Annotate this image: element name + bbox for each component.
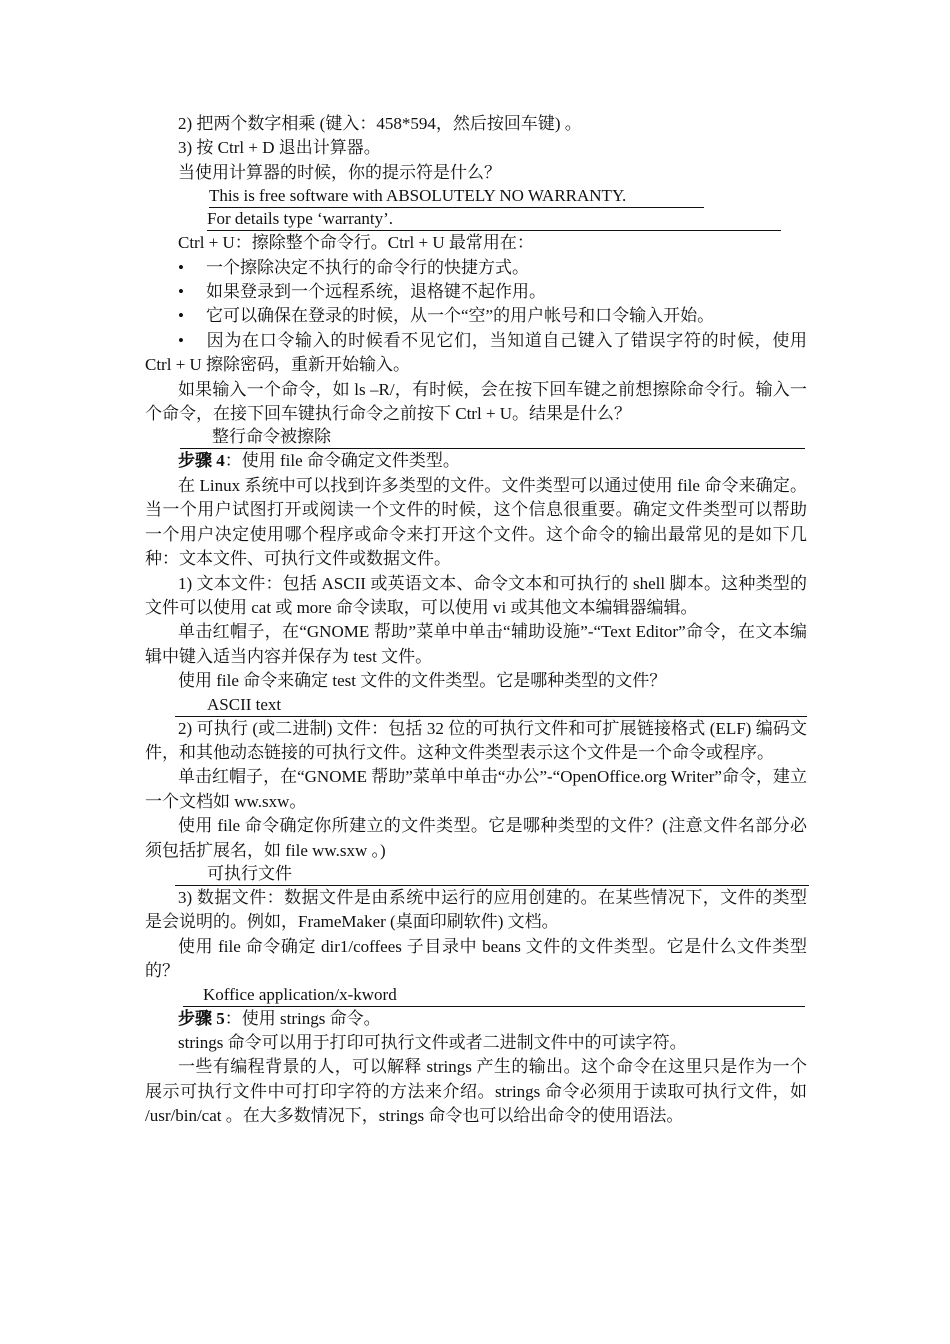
step-2-multiply: 2) 把两个数字相乘 (键入：458*594，然后按回车键) 。 bbox=[178, 114, 582, 133]
paragraph-strings: strings 命令可以用于打印可执行文件或者二进制文件中的可读字符。 bbox=[178, 1033, 687, 1052]
step-3-exit: 3) 按 Ctrl + D 退出计算器。 bbox=[178, 138, 381, 158]
question-test-file: 使用 file 命令来确定 test 文件的文件类型。它是哪种类型的文件？ bbox=[178, 671, 667, 691]
paragraph-data-file: 3) 数据文件：数据文件是由系统中运行的应用创建的。在某些情况下，文件的类型是会说明的。例如，FrameMaker (桌面印刷软件) 文档。 bbox=[145, 887, 807, 932]
answer-code-line-1: This is free software with ABSOLUTELY NO WARRANTY. bbox=[209, 185, 704, 208]
answer-line: 整行命令被擦除 bbox=[180, 426, 805, 449]
bullet-item: • 因为在口令输入的时候看不见它们，当知道自己键入了错误字符的时候，使用 Ctrl + U 擦除密码，重新开始输入。 bbox=[145, 330, 807, 375]
paragraph-text-editor: 单击红帽子，在“GNOME 帮助”菜单中单击“辅助设施”-“Text Editor”命令，在文本编辑中键入适当内容并保存为 test 文件。 bbox=[145, 622, 807, 666]
document-body bbox=[145, 112, 807, 1129]
paragraph-text-file: 1) 文本文件：包括 ASCII 或英语文本、命令文本和可执行的 shell 脚本。这种类型的文件可以使用 cat 或 more 命令读取，可以使用 vi 或其他文本编辑器编辑。 bbox=[145, 573, 807, 617]
step-4-heading: 步骤 4：使用 file 命令确定文件类型。 bbox=[178, 451, 460, 471]
bullet-item: • 一个擦除决定不执行的命令行的快捷方式。 bbox=[145, 256, 807, 280]
bullet-icon: • bbox=[178, 282, 184, 302]
answer-line: ASCII text bbox=[175, 694, 807, 717]
paragraph-executable: 2) 可执行 (或二进制) 文件：包括 32 位的可执行文件和可扩展链接格式 (ELF) 编码文件，和其他动态链接的可执行文件。这种文件类型表示这个文件是一个命令或程序。 bbox=[145, 718, 807, 762]
answer-code-line-2: For details type ‘warranty’. bbox=[207, 208, 781, 231]
bullet-item: • 它可以确保在登录的时候，从一个“空”的用户帐号和口令输入开始。 bbox=[145, 304, 807, 328]
bullet-icon: • bbox=[178, 306, 184, 326]
question-prompt: 当使用计算器的时候，你的提示符是什么？ bbox=[178, 162, 501, 182]
question-sxw: 使用 file 命令确定你所建立的文件类型。它是哪种类型的文件？(注意文件名部分必须包括扩展名，如 file ww.sxw 。) bbox=[145, 816, 807, 860]
question-beans: 使用 file 命令确定 dir1/coffees 子目录中 beans 文件的文件类型。它是什么文件类型的？ bbox=[145, 936, 807, 981]
paragraph-file-types: 在 Linux 系统中可以找到许多类型的文件。文件类型可以通过使用 file 命令来确定。当一个用户试图打开或阅读一个文件的时候，这个信息很重要。确定文件类型可以帮助一个用户决定使用哪个程序或命令来打开这个文件。这个命令的输出最常见的是如下几种：文本文件、可执行文件或数据文件。 bbox=[145, 475, 807, 569]
answer-line: 可执行文件 bbox=[175, 863, 809, 886]
bullet-icon: • bbox=[178, 257, 184, 277]
answer-line: Koffice application/x-kword bbox=[183, 984, 805, 1007]
step-5-heading: 步骤 5：使用 strings 命令。 bbox=[178, 1008, 381, 1028]
paragraph-openoffice: 单击红帽子，在“GNOME 帮助”菜单中单击“办公”-“OpenOffice.org Writer”命令，建立一个文档如 ww.sxw。 bbox=[145, 767, 807, 811]
paragraph-ls: 如果输入一个命令，如 ls –R/，有时候，会在按下回车键之前想擦除命令行。输入一个命令，在接下回车键执行命令之前按下 Ctrl + U。结果是什么？ bbox=[145, 379, 807, 424]
paragraph-strings-detail: 一些有编程背景的人，可以解释 strings 产生的输出。这个命令在这里只是作为一个展示可执行文件中可打印字符的方法来介绍。strings 命令必须用于读取可执行文件，如 /usr/bin/cat 。在大多数情况下，strings 命令也可以给出命令的使用语法。 bbox=[145, 1057, 807, 1126]
bullet-item: • 如果登录到一个远程系统，退格键不起作用。 bbox=[145, 280, 807, 304]
bullet-icon: • bbox=[178, 330, 184, 350]
ctrl-u-intro: Ctrl + U：擦除整个命令行。Ctrl + U 最常用在： bbox=[178, 233, 534, 253]
